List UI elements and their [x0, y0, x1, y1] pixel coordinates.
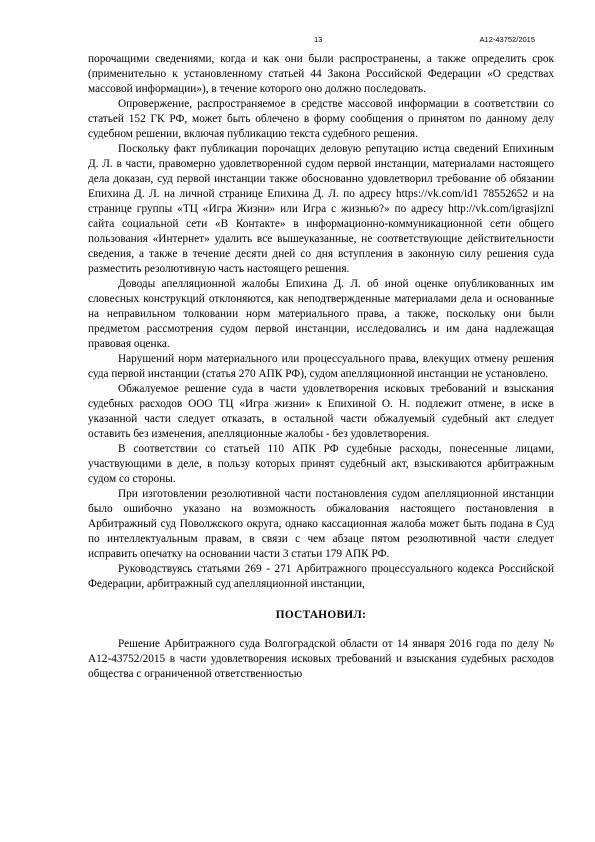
paragraph: При изготовлении резолютивной части постановления судом апелляционной инстанции было ошибочно указано на возможность обжалования настоящего постановления в Арбитражный суд Поволжского округа, однако кассационная жалоба может быть подана в Суд по интеллектуальным правам, в связи с чем абзаце пятом резолютивной части следует исправить опечатку на основании части 3 статьи 179 АПК РФ.: [88, 488, 554, 560]
paragraph: Руководствуясь статьями 269 - 271 Арбитражного процессуального кодекса Российской Федерации, арбитражный суд апелляционной инстанции,: [88, 563, 554, 590]
paragraph: Опровержение, распространяемое в средстве массовой информации в соответствии со статьей 152 ГК РФ, может быть облечено в форму сообщения о принятом по данному делу судебном решении, включая публикацию текста судебного решения.: [88, 98, 554, 140]
paragraph: порочащими сведениями, когда и как они были распространены, а также определить срок (применительно к установленному статьей 44 Закона Российской Федерации «О средствах массовой информации»), в течение которого оно должно последовать.: [88, 53, 554, 95]
paragraph: Обжалуемое решение суда в части удовлетворения исковых требований и взыскания судебных расходов ООО ТЦ «Игра жизни» к Епихиной О. Н. подлежит отмене, в иске в указанной части следует отказать, в остальной части обжалуемый судебный акт следует оставить без изменения, апелляционные жалобы - без удовлетворения.: [88, 383, 554, 440]
page-number: 13: [314, 35, 323, 44]
case-number: А12-43752/2015: [479, 35, 535, 44]
paragraph: В соответствии со статьей 110 АПК РФ судебные расходы, понесенные лицами, участвующими в деле, в пользу которых принят судебный акт, взыскиваются арбитражным судом со стороны.: [88, 443, 554, 485]
resolution-heading: ПОСТАНОВИЛ:: [275, 609, 367, 621]
paragraph: Нарушений норм материального или процессуального права, влекущих отмену решения суда первой инстанции (статья 270 АПК РФ), судом апелляционной инстанции не установлено.: [88, 353, 554, 380]
document-body: [88, 52, 554, 682]
paragraph: Поскольку факт публикации порочащих деловую репутацию истца сведений Епихиным Д. Л. в части, правомерно удовлетворенной судом первой инстанции, материалами настоящего дела доказан, суд первой инстанции также обоснованно удовлетворил требование об обязании Епихина Д. Л. на личной странице Епихина Д. Л. по адресу https://vk.com/id1 78552652 и на странице группы «ТЦ «Игра Жизни» или Игра с жизнью?» по адресу http://vk.com/igrasjizni сайта социальной сети «В Контакте» в информационно-коммуникационной сети общего пользования «Интернет» удалить все вышеуказанные, не соответствующие действительности сведения, а также в течение десяти дней со дня вступления в законную силу решения суда разместить резолютивную часть настоящего решения.: [88, 143, 554, 275]
paragraph: Доводы апелляционной жалобы Епихина Д. Л. об иной оценке опубликованных им словесных конструкций отклоняются, как неподтвержденные материалами дела и основанные на неправильном толковании норм материального права, а также, поскольку они были предметом рассмотрения судом первой инстанции, исследовались и им дана надлежащая правовая оценка.: [88, 278, 554, 350]
resolution-paragraph: Решение Арбитражного суда Волгоградской области от 14 января 2016 года по делу № А12-43752/2015 в части удовлетворения исковых требований и взыскания судебных расходов общества с ограниченной ответственностью: [88, 638, 554, 680]
